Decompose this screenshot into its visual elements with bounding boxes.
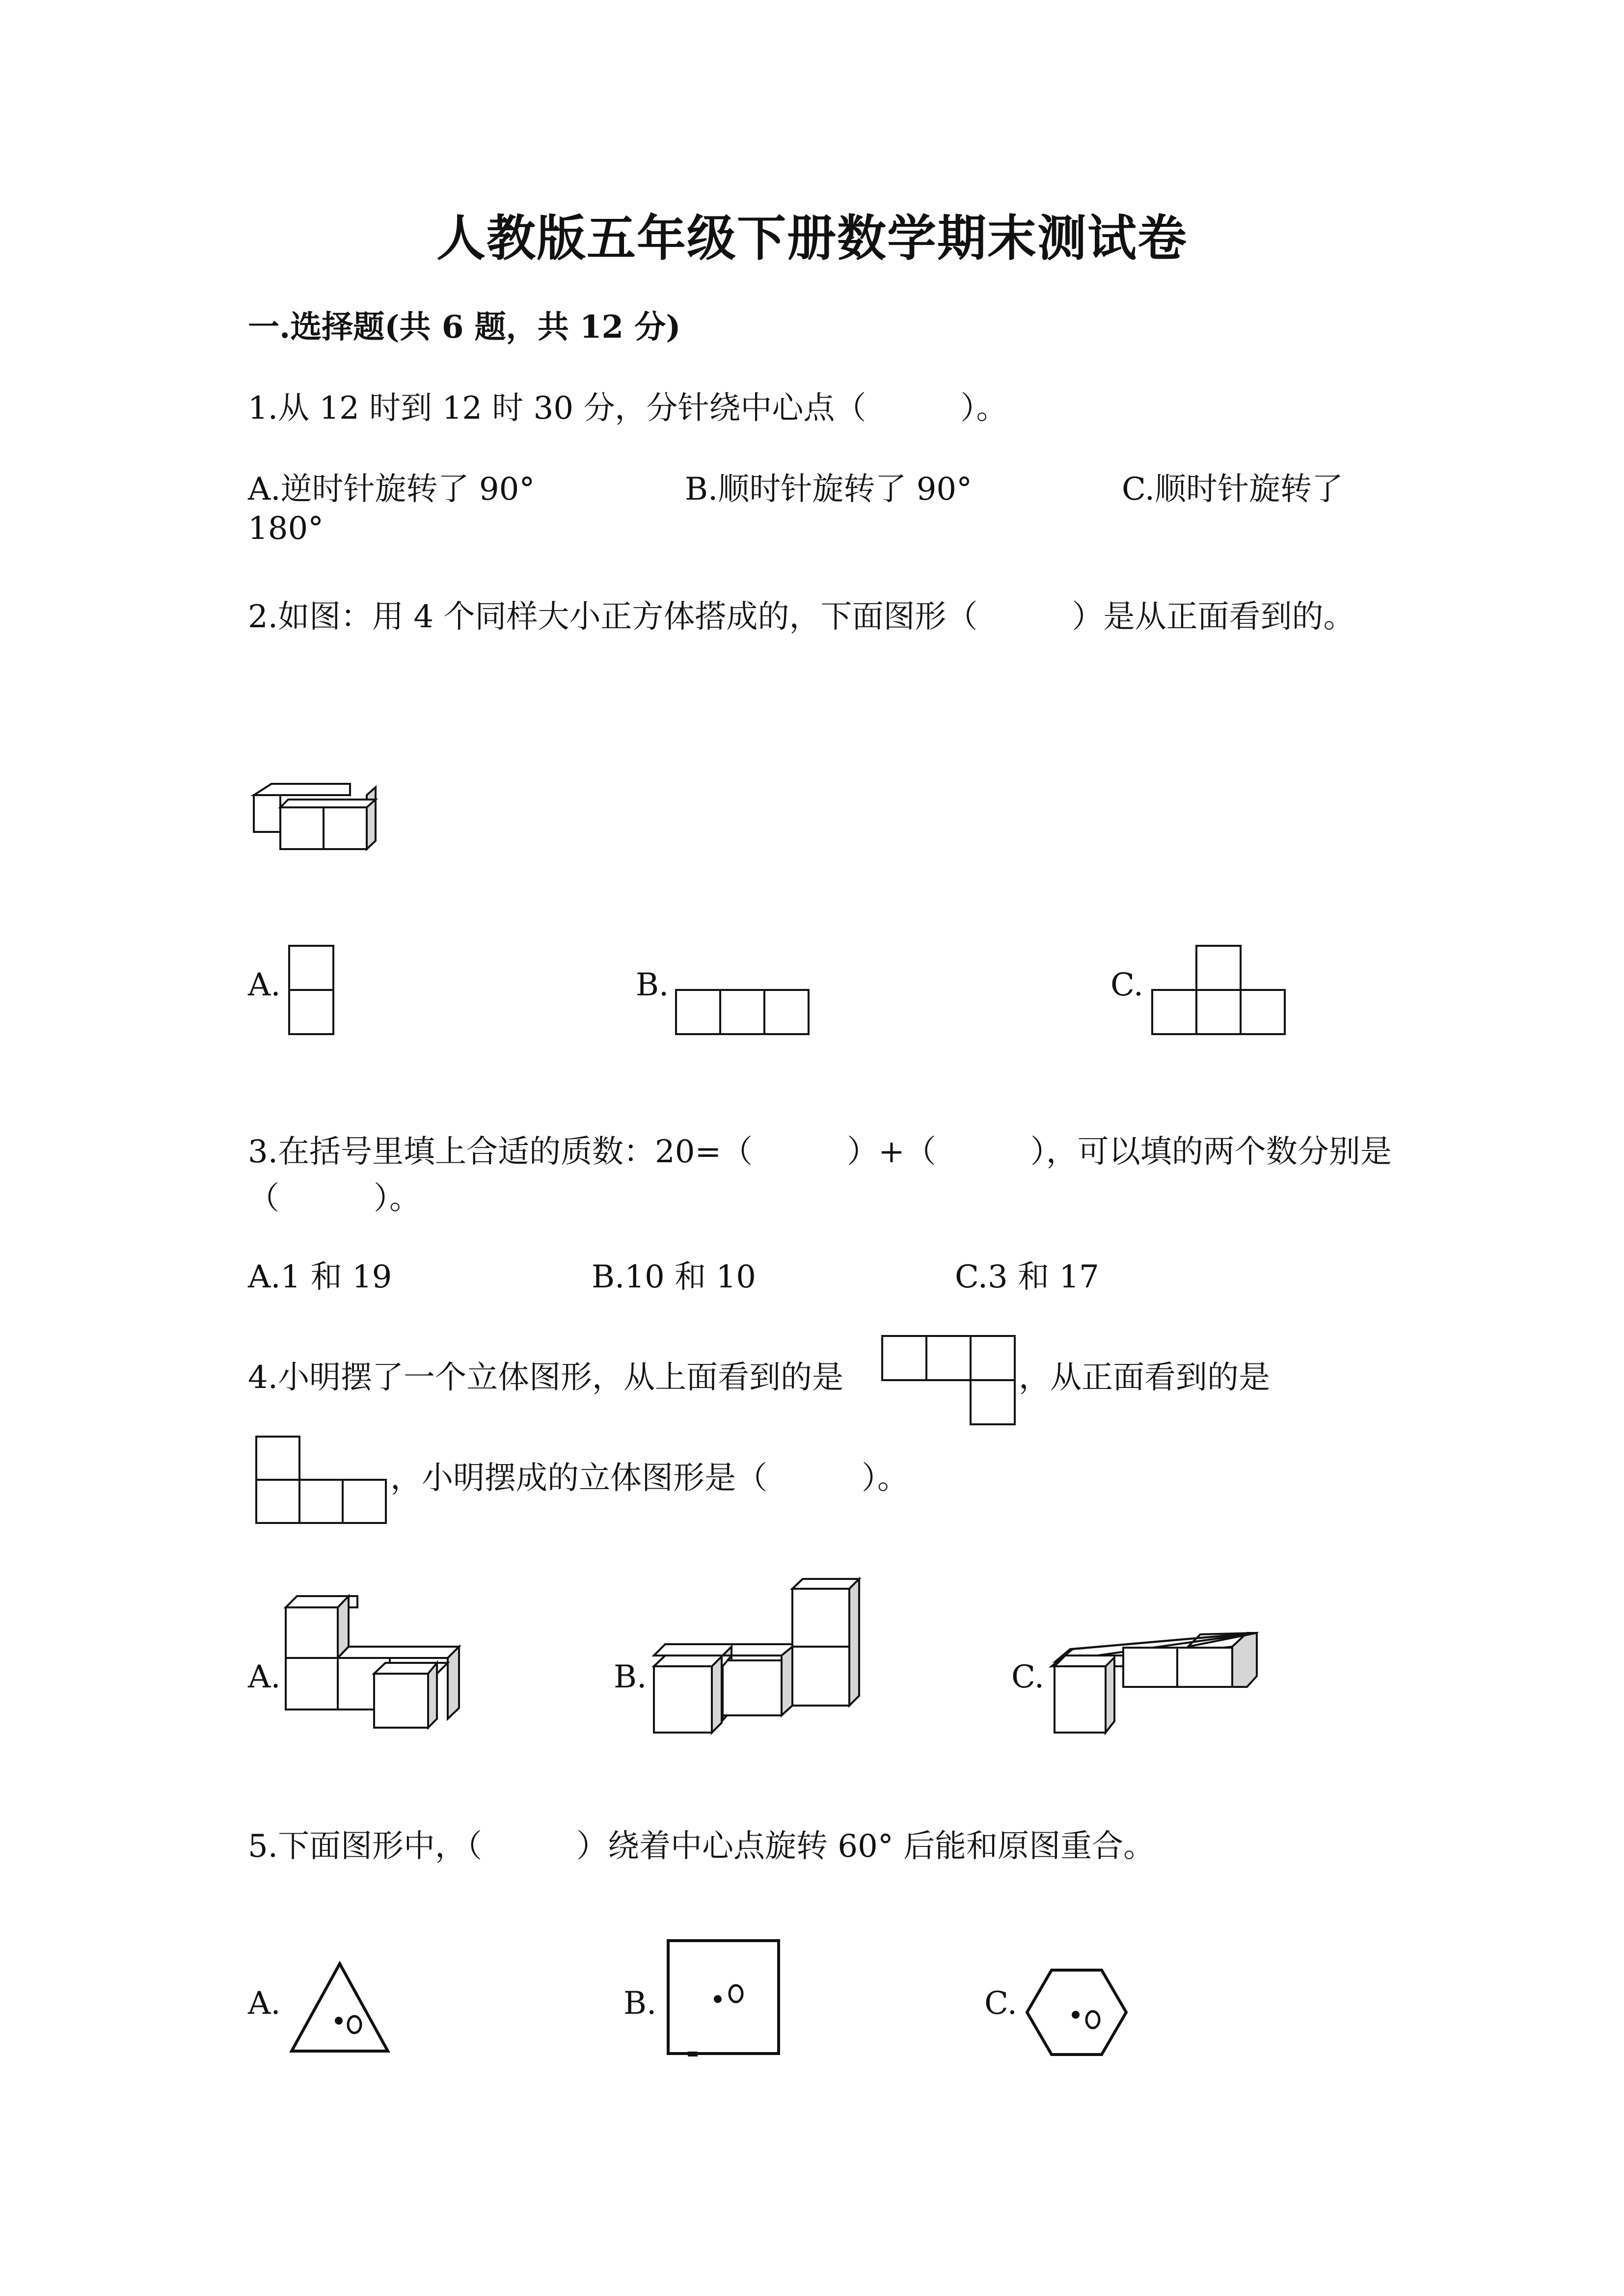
q3-option-b: B.10 和 10 — [592, 1259, 756, 1295]
q4-option-c: C. — [1011, 1659, 1045, 1695]
question-3-stem-line-2: （ ）。 — [248, 1180, 421, 1217]
q2-option-a-figure — [288, 945, 335, 1036]
q1-option-b: B.顺时针旋转了 90° — [685, 471, 973, 507]
question-1-stem: 1.从 12 时到 12 时 30 分，分针绕中心点（ ）。 — [248, 390, 1008, 427]
q5-option-a: A. — [248, 1985, 281, 2022]
q4-option-b-figure — [653, 1578, 864, 1735]
q4-option-a-figure — [285, 1590, 464, 1737]
q2-cube-figure — [253, 783, 380, 854]
q3-option-c: C.3 和 17 — [955, 1259, 1099, 1295]
q2-option-c: C. — [1110, 967, 1144, 1003]
q5-hexagon-figure — [1025, 1968, 1128, 2056]
section-heading: 一.选择题(共 6 题，共 12 分) — [248, 309, 681, 346]
q5-option-b: B. — [623, 1985, 657, 2022]
question-2-stem: 2.如图：用 4 个同样大小正方体搭成的，下面图形（ ）是从正面看到的。 — [248, 599, 1355, 635]
q5-option-c: C. — [984, 1985, 1018, 2022]
q5-triangle-figure — [290, 1961, 390, 2054]
question-4-stem-part-2: ，从正面看到的是 — [1019, 1360, 1270, 1396]
q3-option-a: A.1 和 19 — [248, 1259, 392, 1295]
center-point-icon — [335, 2017, 343, 2025]
q4-option-c-figure — [1051, 1627, 1262, 1737]
q1-option-c: C.顺时针旋转了 — [1122, 471, 1344, 507]
q5-square-figure — [666, 1939, 782, 2059]
q4-option-a: A. — [248, 1659, 281, 1695]
q2-option-b: B. — [636, 967, 669, 1003]
q2-option-a: A. — [248, 967, 281, 1003]
center-point-icon — [714, 1995, 722, 2003]
question-4-stem-part-3: ，小明摆成的立体图形是（ ）。 — [390, 1460, 909, 1496]
question-5-stem: 5.下面图形中，（ ）绕着中心点旋转 60° 后能和原图重合。 — [248, 1828, 1155, 1865]
q2-option-b-figure — [675, 989, 810, 1036]
question-3-stem-line-1: 3.在括号里填上合适的质数：20=（ ）+（ ），可以填的两个数分别是 — [248, 1134, 1392, 1170]
q1-option-a: A.逆时针旋转了 90° — [248, 471, 535, 507]
q4-option-b: B. — [614, 1659, 647, 1695]
question-4-stem-part-1: 4.小明摆了一个立体图形，从上面看到的是 — [248, 1360, 844, 1396]
q4-front-view-figure — [255, 1436, 388, 1524]
center-point-icon — [1072, 2011, 1080, 2019]
q2-option-c-figure — [1151, 945, 1286, 1036]
q1-option-c-cont: 180° — [248, 510, 324, 547]
q4-top-view-figure — [881, 1335, 1016, 1426]
page-title: 人教版五年级下册数学期末测试卷 — [436, 209, 1188, 267]
